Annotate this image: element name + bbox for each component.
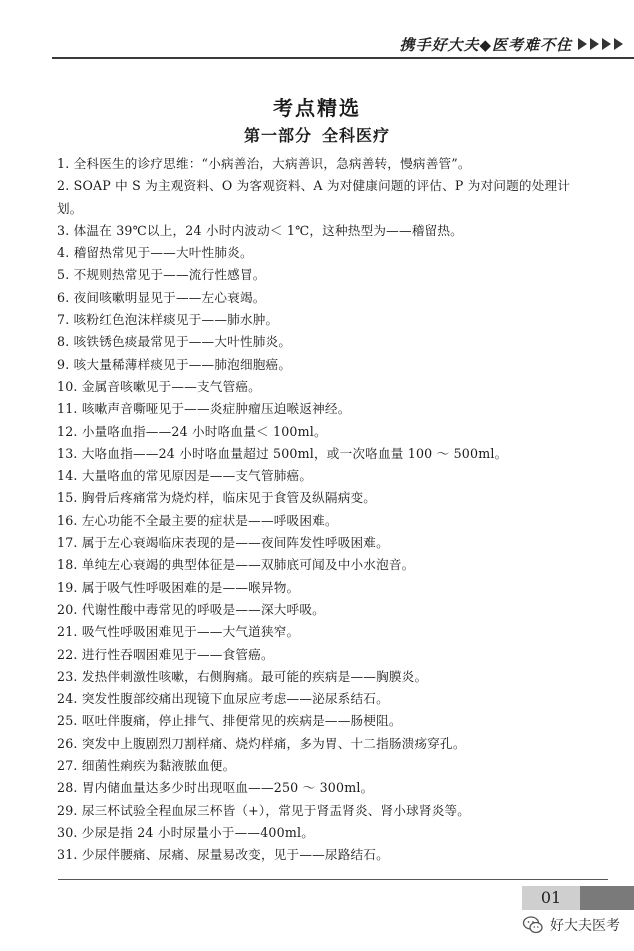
list-item: 16. 左心功能不全最主要的症状是——呼吸困难。: [57, 512, 338, 528]
list-item: 8. 咳铁锈色痰最常见于——大叶性肺炎。: [57, 334, 292, 350]
list-item: 22. 进行性吞咽困难见于——食管癌。: [57, 646, 274, 662]
list-item: 11. 咳嗽声音嘶哑见于——炎症肿瘤压迫喉返神经。: [57, 401, 351, 417]
list-item: 26. 突发中上腹剧烈刀割样痛、烧灼样痛，多为胃、十二指肠溃疡穿孔。: [57, 735, 466, 751]
list-item: 18. 单纯左心衰竭的典型体征是——双肺底可闻及中小水泡音。: [57, 557, 415, 573]
key-points-list: [57, 153, 572, 867]
list-item: 9. 咳大量稀薄样痰见于——肺泡细胞癌。: [57, 356, 292, 372]
list-item: 4. 稽留热常见于——大叶性肺炎。: [57, 245, 253, 261]
page-header: [0, 0, 634, 64]
subtitle-part: 第一部分: [243, 126, 312, 145]
list-item: 3. 体温在 39℃以上，24 小时内波动＜ 1℃，这种热型为——稽留热。: [57, 222, 463, 238]
section-subtitle: [0, 123, 634, 146]
footer-rule: [58, 879, 608, 880]
list-item: 12. 小量咯血指——24 小时咯血量＜ 100ml。: [57, 423, 327, 439]
page-title: 考点精选: [273, 96, 361, 120]
header-slogan: 携手好大夫◆医考难不住: [399, 36, 572, 54]
list-item: 31. 少尿伴腰痛、尿痛、尿量易改变，见于——尿路结石。: [57, 847, 389, 863]
watermark-text: 好大夫医考: [550, 918, 620, 934]
list-item: 2. SOAP 中 S 为主观资料、O 为客观资料、A 为对健康问题的评估、P 为对问题的处理计划。: [57, 178, 571, 216]
list-item: 24. 突发性腹部绞痛出现镜下血尿应考虑——泌尿系结石。: [57, 691, 389, 707]
list-item: 21. 吸气性呼吸困难见于——大气道狭窄。: [57, 624, 300, 640]
list-item: 30. 少尿是指 24 小时尿量小于——400ml。: [57, 824, 314, 840]
watermark: [522, 912, 620, 938]
list-item: 1. 全科医生的诊疗思维：“小病善治，大病善识，急病善转，慢病善管”。: [57, 156, 471, 171]
list-item: 23. 发热伴刺激性咳嗽，右侧胸痛。最可能的疾病是——胸膜炎。: [57, 668, 428, 684]
page-number-bar: [580, 886, 634, 910]
list-item: 10. 金属音咳嗽见于——支气管癌。: [57, 378, 261, 394]
list-item: 6. 夜间咳嗽明显见于——左心衰竭。: [57, 289, 266, 305]
list-item: 13. 大咯血指——24 小时咯血量超过 500ml，或一次咯血量 100 ～ 500ml。: [57, 445, 508, 461]
list-item: 28. 胃内储血量达多少时出现呕血——250 ～ 300ml。: [57, 780, 374, 796]
subtitle-name: 全科医疗: [322, 126, 391, 145]
list-item: 5. 不规则热常见于——流行性感冒。: [57, 267, 266, 283]
list-item: 27. 细菌性痢疾为黏液脓血便。: [57, 758, 236, 774]
list-item: 20. 代谢性酸中毒常见的呼吸是——深大呼吸。: [57, 601, 325, 617]
list-item: 19. 属于吸气性呼吸困难的是——喉异物。: [57, 579, 300, 595]
play-arrows-icon: [578, 37, 624, 51]
page-number: 01: [540, 888, 562, 907]
list-item: 15. 胸骨后疼痛常为烧灼样，临床见于食管及纵隔病变。: [57, 490, 377, 506]
list-item: 25. 呕吐伴腹痛，停止排气、排便常见的疾病是——肠梗阻。: [57, 713, 402, 729]
list-item: 7. 咳粉红色泡沫样痰见于——肺水肿。: [57, 312, 279, 328]
list-item: 17. 属于左心衰竭临床表现的是——夜间阵发性呼吸困难。: [57, 535, 389, 551]
list-item: 29. 尿三杯试验全程血尿三杯皆（+），常见于肾盂肾炎、肾小球肾炎等。: [57, 802, 471, 818]
header-rule: [52, 57, 634, 59]
list-item: 14. 大量咯血的常见原因是——支气管肺癌。: [57, 468, 313, 484]
wechat-icon: [522, 914, 544, 936]
